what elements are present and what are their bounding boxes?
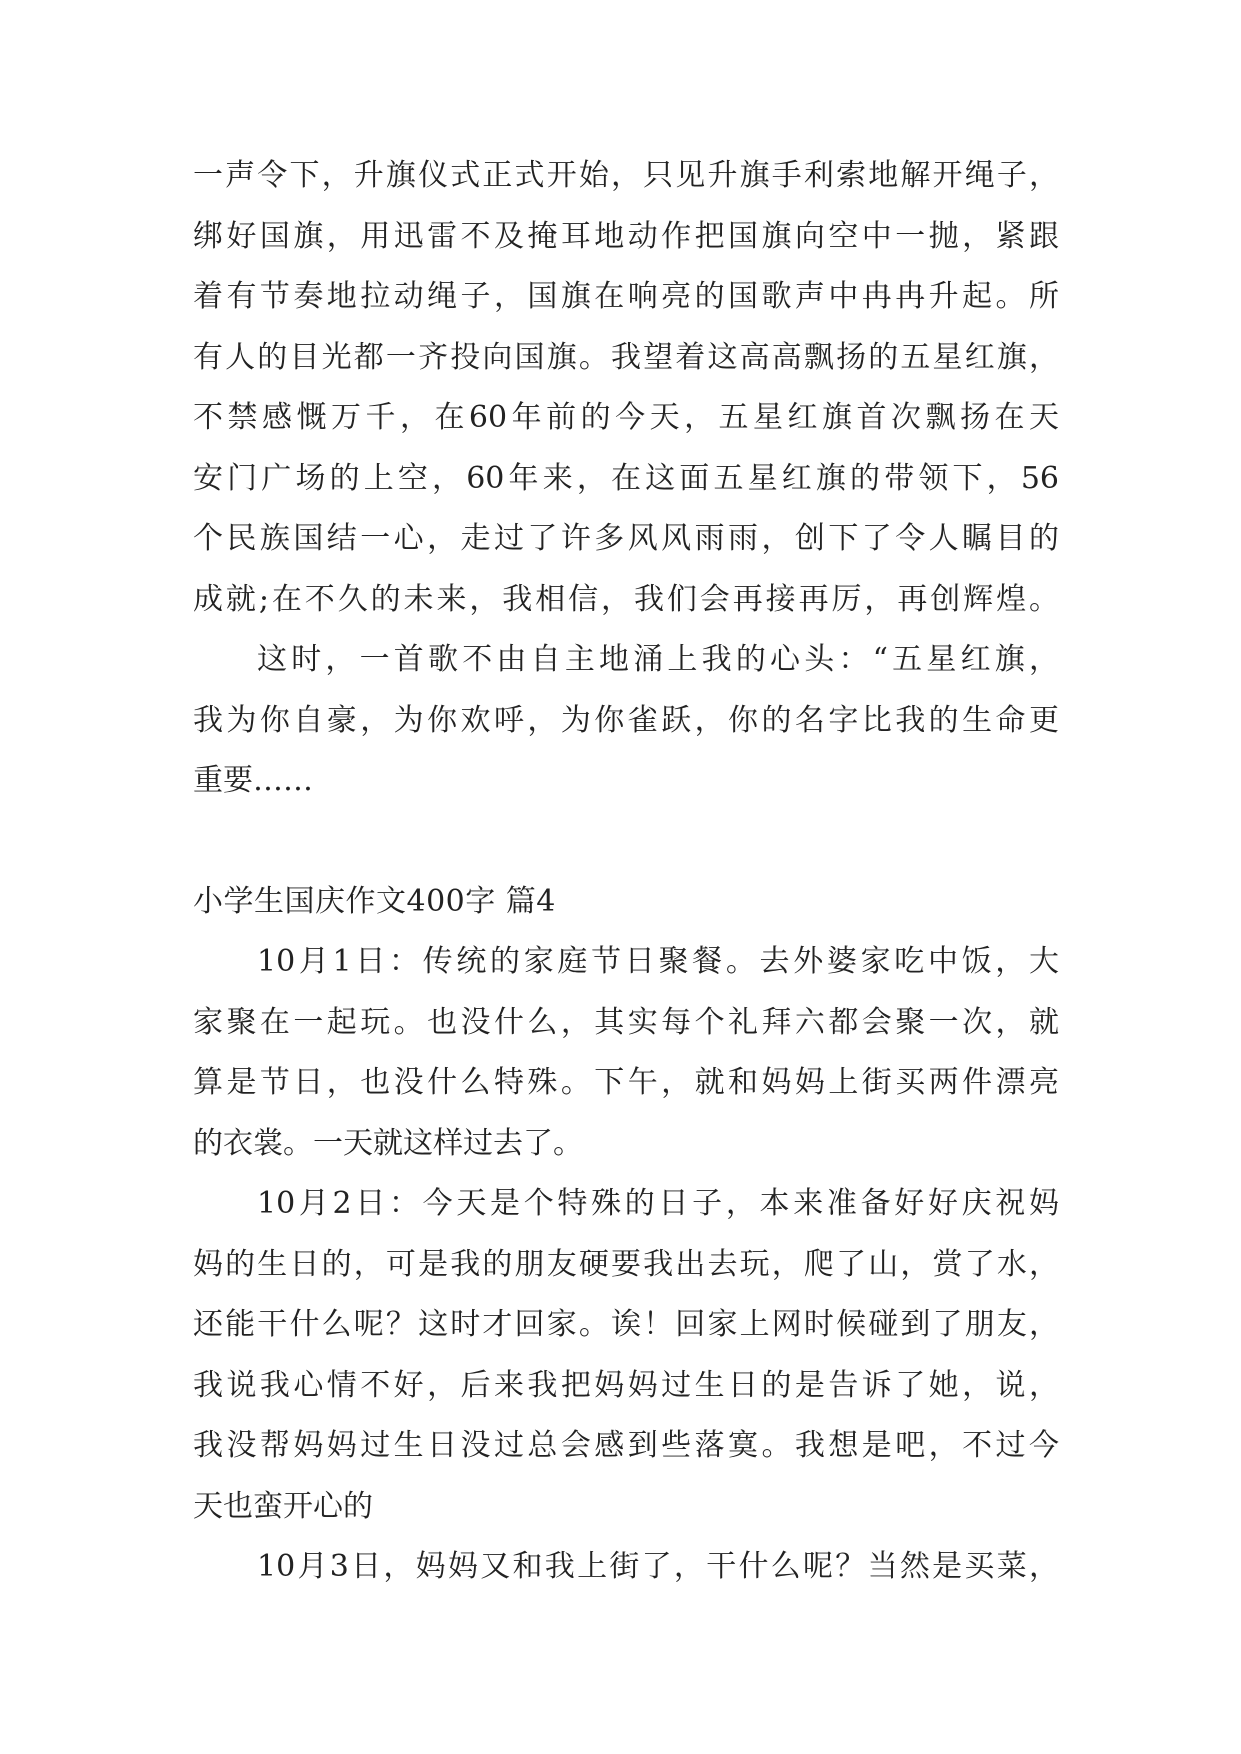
paragraph-oct-3 <box>193 1537 1059 1598</box>
section-heading <box>193 872 1059 933</box>
text-line: 10月2日：今天是个特殊的日子，本来准备好好庆祝妈 <box>257 1186 1059 1221</box>
document-body <box>193 146 1059 1598</box>
text-line: 这时，一首歌不由自主地涌上我的心头：“五星红旗， <box>257 642 1059 677</box>
text-line: 重要…… <box>193 763 313 798</box>
text-line: 我为你自豪，为你欢呼，为你雀跃，你的名字比我的生命更 <box>193 702 1059 738</box>
paragraph-song <box>193 630 1059 812</box>
paragraph-flag-raising <box>193 146 1059 630</box>
text-line: 天也蛮开心的 <box>193 1488 373 1524</box>
text-line: 10月1日：传统的家庭节日聚餐。去外婆家吃中饭，大 <box>257 944 1059 979</box>
paragraph-oct-1 <box>193 932 1059 1174</box>
text-line: 成就;在不久的未来，我相信，我们会再接再厉，再创辉煌。 <box>193 581 1059 617</box>
text-line: 妈的生日的，可是我的朋友硬要我出去玩，爬了山，赏了水， <box>193 1246 1059 1282</box>
text-line: 着有节奏地拉动绳子，国旗在响亮的国歌声中冉冉升起。所 <box>193 279 1059 314</box>
section-title: 小学生国庆作文400字 篇4 <box>193 883 556 919</box>
text-line: 有人的目光都一齐投向国旗。我望着这高高飘扬的五星红旗， <box>193 339 1059 375</box>
text-line: 不禁感慨万千，在60年前的今天，五星红旗首次飘扬在天 <box>193 400 1059 435</box>
text-line: 安门广场的上空，60年来，在这面五星红旗的带领下，56 <box>193 460 1059 496</box>
paragraph-spacer <box>193 812 1059 872</box>
paragraph-oct-2 <box>193 1174 1059 1537</box>
text-line: 算是节日，也没什么特殊。下午，就和妈妈上街买两件漂亮 <box>193 1065 1059 1100</box>
text-line: 的衣裳。一天就这样过去了。 <box>193 1125 583 1161</box>
text-line: 一声令下，升旗仪式正式开始，只见升旗手利索地解开绳子， <box>193 158 1059 193</box>
text-line: 还能干什么呢？这时才回家。诶！回家上网时候碰到了朋友， <box>193 1307 1059 1342</box>
text-line: 我说我心情不好，后来我把妈妈过生日的是告诉了她，说， <box>193 1367 1059 1403</box>
text-line: 家聚在一起玩。也没什么，其实每个礼拜六都会聚一次，就 <box>193 1004 1059 1040</box>
text-line: 个民族国结一心，走过了许多风风雨雨，创下了令人瞩目的 <box>193 521 1059 556</box>
text-line: 我没帮妈妈过生日没过总会感到些落寞。我想是吧，不过今 <box>193 1428 1059 1463</box>
text-line: 10月3日，妈妈又和我上街了，干什么呢？当然是买菜， <box>257 1549 1059 1584</box>
text-line: 绑好国旗，用迅雷不及掩耳地动作把国旗向空中一抛，紧跟 <box>193 218 1059 254</box>
